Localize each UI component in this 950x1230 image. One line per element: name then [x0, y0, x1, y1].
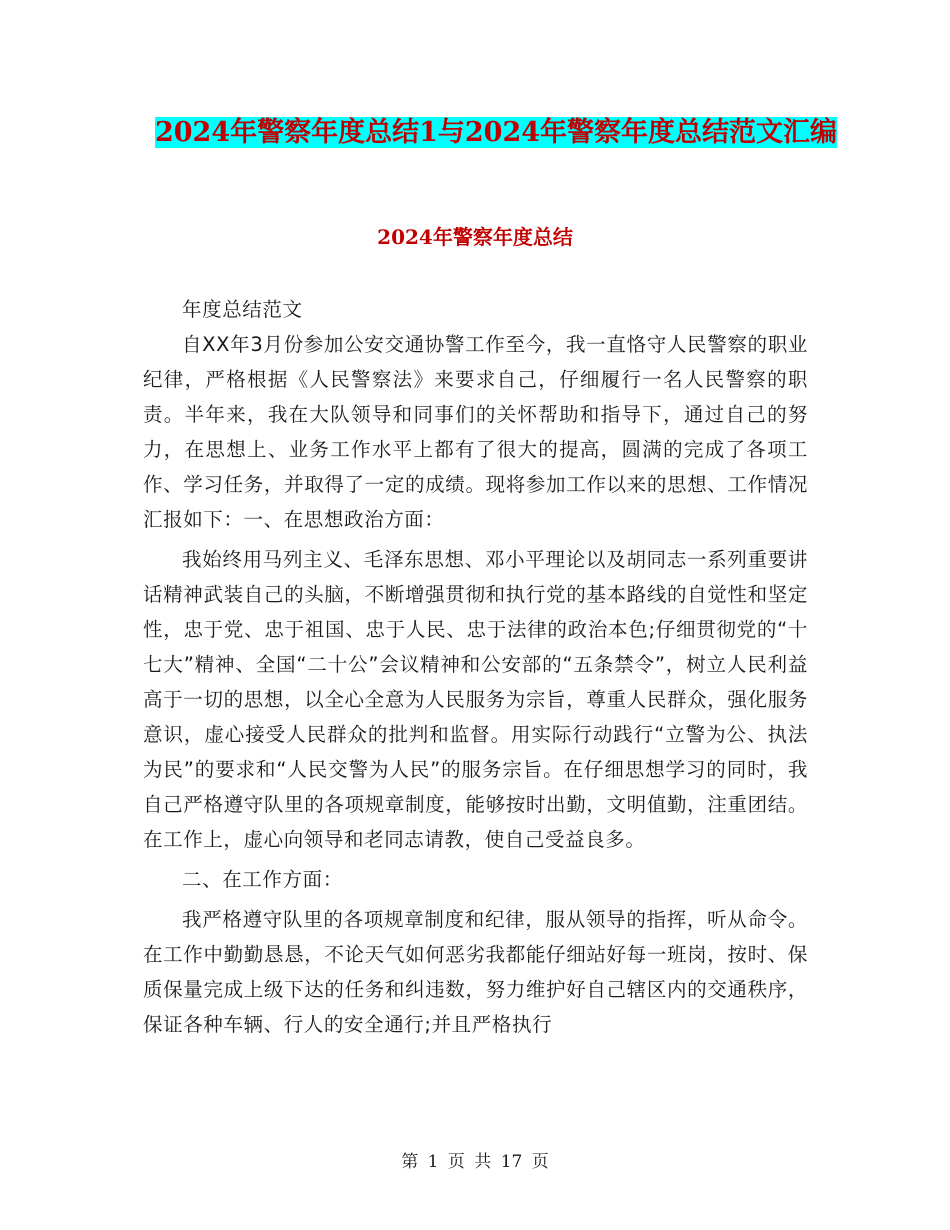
document-title-text: 2024年警察年度总结1与2024年警察年度总结范文汇编 [154, 117, 838, 148]
paragraph: 二、在工作方面： [182, 868, 343, 891]
paragraph: 年度总结范文 [182, 298, 303, 321]
document-title [140, 108, 852, 158]
paragraph: 我严格遵守队里的各项规章制度和纪律，服从领导的指挥，听从命令。在工作中勤勤恳恳，不论天气如何恶劣我都能仔细站好每一班岗，按时、保质保量完成上级下达的任务和纠违数，努力维护好自己辖区内的交通秩序，保证各种车辆、行人的安全通行;并且严格执行 [143, 908, 808, 1036]
paragraph: 我始终用马列主义、毛泽东思想、邓小平理论以及胡同志一系列重要讲话精神武装自己的头脑，不断增强贯彻和执行党的基本路线的自觉性和坚定性，忠于党、忠于祖国、忠于人民、忠于法律的政治本色;仔细贯彻党的“十七大”精神、全国“二十公”会议精神和公安部的“五条禁令”，树立人民利益高于一切的思想，以全心全意为人民服务为宗旨，尊重人民群众，强化服务意识，虚心接受人民群众的批判和监督。用实际行动践行“立警为公、执法为民”的要求和“人民交警为人民”的服务宗旨。在仔细思想学习的同时，我自己严格遵守队里的各项规章制度，能够按时出勤，文明值勤，注重团结。在工作上，虚心向领导和老同志请教，使自己受益良多。 [143, 548, 808, 851]
page-footer: 第 1 页 共 17 页 [401, 1152, 549, 1172]
paragraph: 自XX年3月份参加公安交通协警工作至今，我一直恪守人民警察的职业纪律，严格根据《人民警察法》来要求自己，仔细履行一名人民警察的职责。半年来，我在大队领导和同事们的关怀帮助和指导下，通过自己的努力，在思想上、业务工作水平上都有了很大的提高，圆满的完成了各项工作、学习任务，并取得了一定的成绩。现将参加工作以来的思想、工作情况汇报如下：一、在思想政治方面： [143, 333, 808, 531]
section-title: 2024年警察年度总结 [377, 225, 573, 249]
document-body [143, 292, 808, 1042]
